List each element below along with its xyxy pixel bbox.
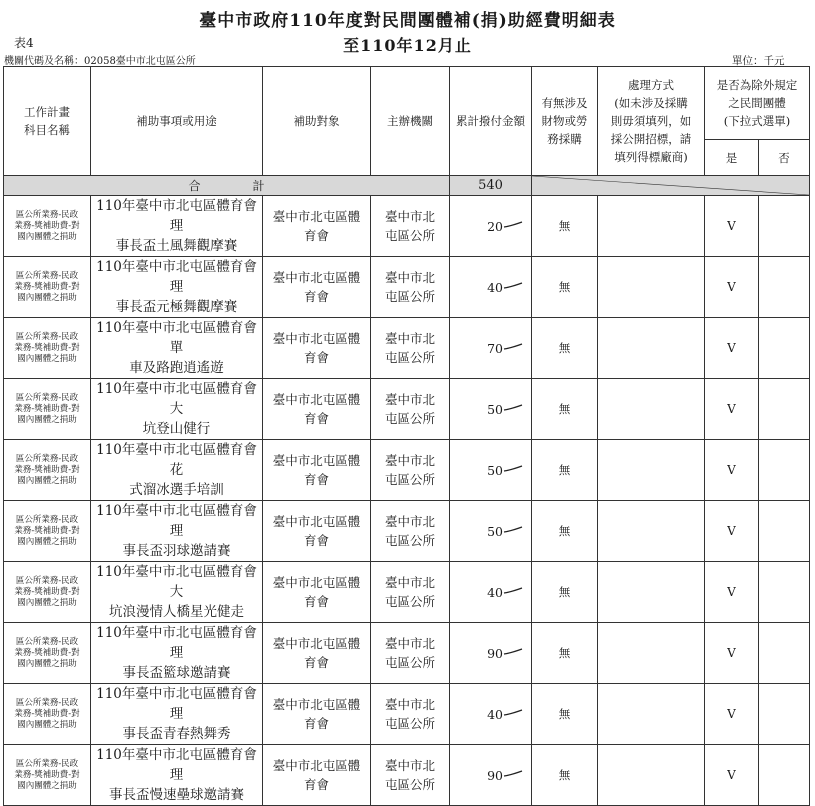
cell-exempt-no bbox=[759, 745, 810, 806]
check-mark-icon bbox=[503, 221, 523, 229]
col-header-exempt: 是否為除外規定 之民間團體 (下拉式選單) bbox=[705, 67, 810, 140]
cell-exempt-yes: V bbox=[705, 318, 759, 379]
cell-exempt-no bbox=[759, 440, 810, 501]
subsidy-table bbox=[3, 66, 810, 806]
cell-plan: 區公所業務-民政 業務-獎補助費-對 國內團體之捐助 bbox=[4, 684, 91, 745]
cell-procurement: 無 bbox=[532, 623, 598, 684]
table-row bbox=[4, 684, 810, 745]
cell-plan: 區公所業務-民政 業務-獎補助費-對 國內團體之捐助 bbox=[4, 745, 91, 806]
cell-org: 臺中市北 屯區公所 bbox=[371, 318, 450, 379]
cell-item: 110年臺中市北屯區體育會大 坑登山健行 bbox=[91, 379, 263, 440]
cell-target: 臺中市北屯區體 育會 bbox=[263, 440, 371, 501]
cell-amount: 50 bbox=[450, 440, 532, 501]
cell-org: 臺中市北 屯區公所 bbox=[371, 379, 450, 440]
cell-item: 110年臺中市北屯區體育會大 坑浪漫情人橋星光健走 bbox=[91, 562, 263, 623]
check-mark-icon bbox=[503, 343, 523, 351]
cell-exempt-yes: V bbox=[705, 623, 759, 684]
cell-org: 臺中市北 屯區公所 bbox=[371, 745, 450, 806]
cell-amount: 70 bbox=[450, 318, 532, 379]
table-row bbox=[4, 196, 810, 257]
check-mark-icon bbox=[503, 282, 523, 290]
summary-diagonal bbox=[532, 176, 810, 196]
cell-procurement: 無 bbox=[532, 318, 598, 379]
cell-item: 110年臺中市北屯區體育會理 事長盃青春熱舞秀 bbox=[91, 684, 263, 745]
cell-plan: 區公所業務-民政 業務-獎補助費-對 國內團體之捐助 bbox=[4, 440, 91, 501]
cell-procurement: 無 bbox=[532, 562, 598, 623]
cell-target: 臺中市北屯區體 育會 bbox=[263, 745, 371, 806]
cell-item: 110年臺中市北屯區體育會單 車及路跑逍遙遊 bbox=[91, 318, 263, 379]
agency-label: 機關代碼及名稱：02058臺中市北屯區公所 bbox=[4, 56, 196, 67]
cell-item: 110年臺中市北屯區體育會理 事長盃籃球邀請賽 bbox=[91, 623, 263, 684]
cell-org: 臺中市北 屯區公所 bbox=[371, 196, 450, 257]
cell-org: 臺中市北 屯區公所 bbox=[371, 440, 450, 501]
table-row bbox=[4, 440, 810, 501]
cell-item: 110年臺中市北屯區體育會理 事長盃元極舞觀摩賽 bbox=[91, 257, 263, 318]
cell-process bbox=[598, 196, 705, 257]
cell-exempt-no bbox=[759, 196, 810, 257]
cell-amount: 20 bbox=[450, 196, 532, 257]
cell-org: 臺中市北 屯區公所 bbox=[371, 501, 450, 562]
cell-procurement: 無 bbox=[532, 196, 598, 257]
check-mark-icon bbox=[503, 587, 523, 595]
cell-process bbox=[598, 440, 705, 501]
cell-org: 臺中市北 屯區公所 bbox=[371, 684, 450, 745]
cell-amount: 40 bbox=[450, 562, 532, 623]
cell-plan: 區公所業務-民政 業務-獎補助費-對 國內團體之捐助 bbox=[4, 196, 91, 257]
cell-item: 110年臺中市北屯區體育會理 事長盃土風舞觀摩賽 bbox=[91, 196, 263, 257]
cell-org: 臺中市北 屯區公所 bbox=[371, 257, 450, 318]
summary-row bbox=[4, 176, 810, 196]
cell-process bbox=[598, 257, 705, 318]
check-mark-icon bbox=[503, 709, 523, 717]
cell-exempt-yes: V bbox=[705, 379, 759, 440]
cell-amount: 50 bbox=[450, 501, 532, 562]
cell-plan: 區公所業務-民政 業務-獎補助費-對 國內團體之捐助 bbox=[4, 623, 91, 684]
cell-target: 臺中市北屯區體 育會 bbox=[263, 684, 371, 745]
cell-exempt-yes: V bbox=[705, 196, 759, 257]
cell-process bbox=[598, 379, 705, 440]
cell-procurement: 無 bbox=[532, 684, 598, 745]
cell-exempt-yes: V bbox=[705, 501, 759, 562]
table-row bbox=[4, 257, 810, 318]
cell-target: 臺中市北屯區體 育會 bbox=[263, 257, 371, 318]
cell-item: 110年臺中市北屯區體育會花 式溜冰選手培訓 bbox=[91, 440, 263, 501]
cell-procurement: 無 bbox=[532, 745, 598, 806]
cell-exempt-no bbox=[759, 501, 810, 562]
check-mark-icon bbox=[503, 526, 523, 534]
cell-target: 臺中市北屯區體 育會 bbox=[263, 623, 371, 684]
cell-plan: 區公所業務-民政 業務-獎補助費-對 國內團體之捐助 bbox=[4, 562, 91, 623]
col-header-plan: 工作計畫 科目名稱 bbox=[4, 67, 91, 176]
check-mark-icon bbox=[503, 404, 523, 412]
col-header-target: 補助對象 bbox=[263, 67, 371, 176]
cell-plan: 區公所業務-民政 業務-獎補助費-對 國內團體之捐助 bbox=[4, 318, 91, 379]
cell-exempt-no bbox=[759, 318, 810, 379]
cell-exempt-no bbox=[759, 623, 810, 684]
check-mark-icon bbox=[503, 648, 523, 656]
table-row bbox=[4, 501, 810, 562]
cell-amount: 90 bbox=[450, 745, 532, 806]
cell-target: 臺中市北屯區體 育會 bbox=[263, 318, 371, 379]
table-row bbox=[4, 562, 810, 623]
cell-exempt-no bbox=[759, 562, 810, 623]
cell-amount: 40 bbox=[450, 684, 532, 745]
cell-amount: 90 bbox=[450, 623, 532, 684]
col-header-yes: 是 bbox=[705, 140, 759, 176]
cell-exempt-yes: V bbox=[705, 684, 759, 745]
cell-procurement: 無 bbox=[532, 440, 598, 501]
col-header-org: 主辦機關 bbox=[371, 67, 450, 176]
cell-process bbox=[598, 745, 705, 806]
cell-procurement: 無 bbox=[532, 257, 598, 318]
cell-target: 臺中市北屯區體 育會 bbox=[263, 379, 371, 440]
cell-amount: 50 bbox=[450, 379, 532, 440]
cell-target: 臺中市北屯區體 育會 bbox=[263, 196, 371, 257]
cell-amount: 40 bbox=[450, 257, 532, 318]
document-subtitle: 至110年12月止 bbox=[343, 36, 472, 55]
cell-exempt-no bbox=[759, 684, 810, 745]
col-header-item: 補助事項或用途 bbox=[91, 67, 263, 176]
summary-label: 合計 bbox=[4, 176, 450, 196]
table-row bbox=[4, 745, 810, 806]
cell-item: 110年臺中市北屯區體育會理 事長盃慢速壘球邀請賽 bbox=[91, 745, 263, 806]
cell-process bbox=[598, 318, 705, 379]
document-title: 臺中市政府110年度對民間團體補(捐)助經費明細表 bbox=[199, 11, 616, 31]
cell-exempt-no bbox=[759, 379, 810, 440]
col-header-no: 否 bbox=[759, 140, 810, 176]
cell-exempt-yes: V bbox=[705, 745, 759, 806]
cell-target: 臺中市北屯區體 育會 bbox=[263, 562, 371, 623]
cell-exempt-yes: V bbox=[705, 257, 759, 318]
col-header-procurement: 有無涉及 財物或勞 務採購 bbox=[532, 67, 598, 176]
check-mark-icon bbox=[503, 770, 523, 778]
unit-label: 單位：千元 bbox=[732, 55, 785, 67]
cell-process bbox=[598, 684, 705, 745]
cell-procurement: 無 bbox=[532, 379, 598, 440]
cell-plan: 區公所業務-民政 業務-獎補助費-對 國內團體之捐助 bbox=[4, 257, 91, 318]
cell-exempt-yes: V bbox=[705, 562, 759, 623]
cell-process bbox=[598, 562, 705, 623]
cell-exempt-yes: V bbox=[705, 440, 759, 501]
cell-exempt-no bbox=[759, 257, 810, 318]
col-header-process: 處理方式 (如未涉及採購 則毋須填列，如 採公開招標，請 填列得標廠商) bbox=[598, 67, 705, 176]
cell-plan: 區公所業務-民政 業務-獎補助費-對 國內團體之捐助 bbox=[4, 379, 91, 440]
cell-procurement: 無 bbox=[532, 501, 598, 562]
col-header-amount: 累計撥付金額 bbox=[450, 67, 532, 176]
cell-process bbox=[598, 623, 705, 684]
summary-total: 540 bbox=[450, 176, 532, 196]
table-row bbox=[4, 379, 810, 440]
cell-process bbox=[598, 501, 705, 562]
check-mark-icon bbox=[503, 465, 523, 473]
table-row bbox=[4, 623, 810, 684]
cell-target: 臺中市北屯區體 育會 bbox=[263, 501, 371, 562]
table-number: 表4 bbox=[14, 36, 34, 50]
cell-org: 臺中市北 屯區公所 bbox=[371, 562, 450, 623]
cell-org: 臺中市北 屯區公所 bbox=[371, 623, 450, 684]
table-row bbox=[4, 318, 810, 379]
cell-plan: 區公所業務-民政 業務-獎補助費-對 國內團體之捐助 bbox=[4, 501, 91, 562]
cell-item: 110年臺中市北屯區體育會理 事長盃羽球邀請賽 bbox=[91, 501, 263, 562]
